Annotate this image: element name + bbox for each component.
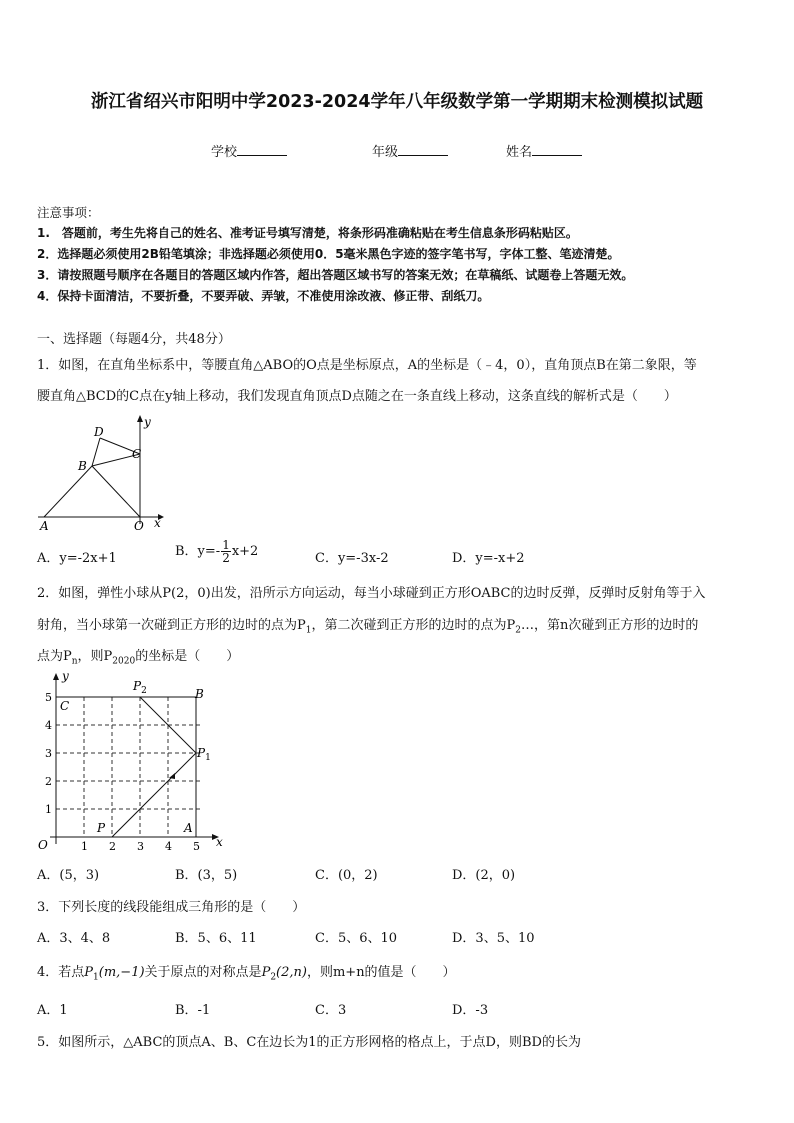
- q1-label-b: B: [78, 459, 87, 473]
- school-blank[interactable]: [237, 143, 287, 156]
- q2-label-p1: $P_1$: [197, 746, 211, 763]
- notes-section: [37, 202, 633, 307]
- q3-stem: 3．下列长度的线段能组成三角形的是（ ）: [37, 900, 306, 915]
- q2-label-b: B: [195, 687, 204, 701]
- q2-line3-sub2: 2020: [112, 656, 136, 667]
- q1-option-b-suffix: x+2: [231, 544, 259, 559]
- grade-label: 年级: [372, 145, 399, 160]
- q2-xtick-4: 4: [165, 840, 172, 853]
- notes-item-2: 2．选择题必须使用2B铅笔填涂；非选择题必须使用0．5毫米黑色字迹的签字笔书写，字体工整、笔迹清楚。: [37, 247, 620, 261]
- name-blank[interactable]: [532, 143, 582, 156]
- q4-p2-coord: (2,n): [276, 965, 307, 980]
- q2-ytick-1: 1: [45, 803, 52, 816]
- q2-label-y: y: [62, 669, 69, 683]
- q4-option-c[interactable]: C．3: [315, 1003, 347, 1018]
- q5-stem: 5．如图所示，△ABC的顶点A、B、C在边长为1的正方形网格的格点上，于点D，则BD的长为: [37, 1035, 581, 1050]
- q2-line1: 2．如图，弹性小球从P(2，0)出发，沿所示方向运动，每当小球碰到正方形OABC的边时反弹，反弹时反射角等于入: [37, 586, 706, 601]
- q2-line3-a: 点为P: [37, 649, 72, 664]
- q2-ytick-4: 4: [45, 719, 52, 732]
- q4-p2-sub: 2: [270, 972, 277, 983]
- q2-ytick-5: 5: [45, 691, 52, 704]
- q2-ytick-2: 2: [45, 775, 52, 788]
- q2-label-p: P: [97, 821, 106, 835]
- q2-option-a[interactable]: A．(5，3): [37, 868, 100, 883]
- q1-line1: 1．如图，在直角坐标系中，等腰直角△ABO的O点是坐标原点，A的坐标是（﹣4，0），直角顶点B在第二象限，等: [37, 358, 697, 373]
- school-label: 学校: [211, 145, 238, 160]
- q4-stem: [37, 961, 456, 983]
- q2-line2-sub1: 1: [305, 625, 312, 636]
- q1-label-d: D: [94, 425, 104, 439]
- q2-xtick-2: 2: [109, 840, 116, 853]
- q2-line2-a: 射角，当小球第一次碰到正方形的边时的点为P: [37, 618, 306, 633]
- q2-option-b[interactable]: B．(3，5): [175, 868, 238, 883]
- q2-line3-b: ，则P: [77, 649, 113, 664]
- q1-option-c[interactable]: C．y=-3x-2: [315, 551, 389, 566]
- notes-heading: 注意事项：: [37, 205, 100, 220]
- q2-label-c: C: [60, 699, 70, 713]
- q2-option-c[interactable]: C．(0，2): [315, 868, 378, 883]
- q3-option-b[interactable]: B．5、6、11: [175, 931, 257, 946]
- q4-option-b[interactable]: B．-1: [175, 1003, 211, 1018]
- q1-option-b-numerator: 1: [222, 538, 230, 552]
- name-field[interactable]: [506, 141, 582, 160]
- q4-stem-b: 关于原点的对称点是: [144, 965, 262, 980]
- q4-stem-c: ，则m+n的值是（ ）: [306, 965, 456, 980]
- q2-line3: [37, 645, 239, 667]
- page-title: 浙江省绍兴市阳明中学2023-2024学年八年级数学第一学期期末检测模拟试题: [90, 92, 704, 112]
- q4-p1-coord: (m,−1): [98, 965, 145, 980]
- q2-xtick-5: 5: [193, 840, 200, 853]
- q2-line2-sub2: 2: [515, 625, 521, 636]
- q3-option-c[interactable]: C．5、6、10: [315, 931, 398, 946]
- q1-option-d[interactable]: D．y=-x+2: [452, 551, 525, 566]
- notes-item-4: 4．保持卡面清洁，不要折叠，不要弄破、弄皱，不准使用涂改液、修正带、刮纸刀。: [37, 289, 490, 303]
- name-label: 姓名: [506, 145, 533, 160]
- section-heading: 一、选择题（每题4分，共48分）: [37, 332, 231, 347]
- q1-label-c: C: [132, 447, 142, 461]
- q1-label-y: y: [144, 415, 151, 429]
- q1-option-b-prefix: B．y=-: [175, 544, 221, 559]
- q4-p1-sub: 1: [93, 972, 99, 983]
- q1-option-b[interactable]: [175, 539, 258, 564]
- q2-figure: [36, 668, 236, 858]
- q2-line3-c: 的坐标是（ ）: [135, 649, 240, 664]
- q4-p2: P: [261, 965, 271, 980]
- q2-line3-sub1: n: [71, 656, 78, 667]
- q2-line2-c: …，第n次碰到正方形的边时的: [520, 618, 699, 633]
- q2-line2: [37, 614, 698, 636]
- q2-label-o: O: [38, 838, 48, 852]
- q2-ytick-3: 3: [45, 747, 52, 760]
- q2-line2-b: ，第二次碰到正方形的边时的点为P: [311, 618, 516, 633]
- q2-xtick-3: 3: [137, 840, 144, 853]
- q1-option-a[interactable]: A．y=-2x+1: [37, 551, 117, 566]
- q3-option-d[interactable]: D．3、5、10: [452, 931, 535, 946]
- q2-label-x: x: [216, 835, 223, 849]
- q4-stem-a: 4．若点: [37, 965, 85, 980]
- q1-line2: 腰直角△BCD的C点在y轴上移动，我们发现直角顶点D点随之在一条直线上移动，这条直线的解析式是（ ）: [37, 389, 677, 404]
- q1-option-b-denominator: 2: [222, 551, 230, 565]
- q4-option-a[interactable]: A．1: [37, 1003, 68, 1018]
- school-field[interactable]: [211, 141, 287, 160]
- q2-xtick-1: 1: [81, 840, 88, 853]
- q4-option-d[interactable]: D．-3: [452, 1003, 489, 1018]
- grade-field[interactable]: [372, 141, 448, 160]
- notes-item-3: 3．请按照题号顺序在各题目的答题区域内作答，超出答题区域书写的答案无效；在草稿纸、试题卷上答题无效。: [37, 268, 634, 282]
- q2-option-d[interactable]: D．(2，0): [452, 868, 516, 883]
- q1-label-a: A: [40, 519, 49, 530]
- q1-label-x: x: [154, 516, 161, 530]
- q3-option-a[interactable]: A．3、4、8: [37, 931, 111, 946]
- grade-blank[interactable]: [398, 143, 448, 156]
- q1-figure: [36, 412, 166, 530]
- q1-label-o: O: [134, 519, 144, 530]
- notes-item-1: 1. 答题前，考生先将自己的姓名、准考证号填写清楚，将条形码准确粘贴在考生信息条形码粘贴区。: [37, 226, 578, 240]
- q2-label-a: A: [184, 821, 193, 835]
- q1-option-b-fraction: [221, 539, 231, 564]
- q2-label-p2: $P_2$: [133, 679, 147, 696]
- q4-p1: P: [84, 965, 94, 980]
